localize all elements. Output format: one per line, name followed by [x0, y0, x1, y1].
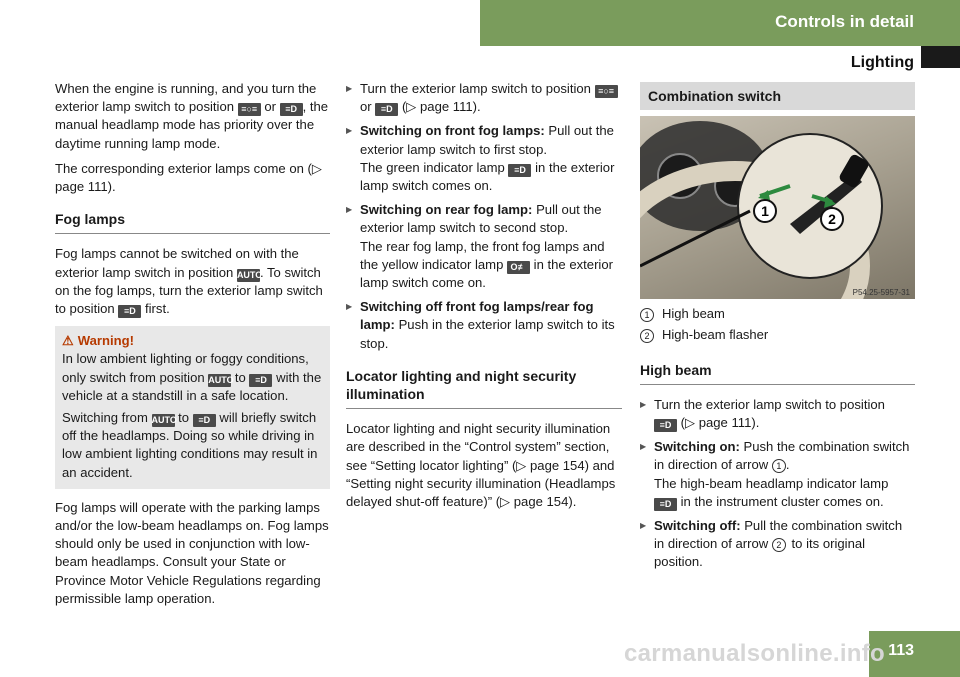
combination-switch-heading: Combination switch	[640, 82, 915, 110]
section-title: Controls in detail	[775, 12, 914, 31]
high-beam-heading: High beam	[640, 361, 915, 385]
fog-lamps-heading: Fog lamps	[55, 210, 330, 234]
warning-title: ⚠ Warning!	[62, 333, 134, 349]
fog-operation-paragraph: Fog lamps will operate with the parking lamps and/or the low-beam headlamps on. Fog lamps should only be used in conjunction with low-beam headlamps. Consult your State or Province Motor Vehicle Regulations regarding permissible lamp operation.	[55, 499, 329, 606]
page-number: 113	[888, 642, 914, 659]
intro-paragraph: When the engine is running, and you turn the exterior lamp switch to position ≡○≡ or ≡D , the manual headlamp mode has priority over the daytime running lamp mode.	[55, 81, 329, 151]
low-beam-icon: ≡D	[193, 414, 216, 427]
parking-lamp-icon: ≡○≡	[595, 85, 618, 98]
instruction-step: ▶ Switching off front fog lamps/rear fog lamp: Push in the exterior lamp switch to its stop.	[346, 298, 622, 353]
header-tab	[921, 46, 960, 68]
low-beam-icon: ≡D	[118, 305, 141, 318]
locator-heading: Locator lighting and night security illumination	[346, 367, 622, 409]
caption-1: 1 High beam	[640, 305, 915, 323]
auto-icon: AUTO	[236, 269, 263, 280]
column-middle	[346, 80, 622, 518]
warning-box	[55, 326, 330, 489]
instruction-step: ▶ Turn the exterior lamp switch to position ≡D (▷ page 111).	[640, 396, 915, 432]
watermark: carmanualsonline.info	[624, 640, 886, 667]
front-fog-icon: ≡D	[508, 164, 531, 177]
instruction-step: ▶ Switching off: Pull the combination switch in direction of arrow 2 to its original position.	[640, 517, 915, 572]
combination-switch-photo	[640, 116, 915, 299]
photo-code: P54.25-5957-31	[852, 288, 910, 298]
callout-1: 1	[761, 203, 769, 220]
fog-paragraph: Fog lamps cannot be switched on with the exterior lamp switch in position AUTO. To switch on the fog lamps, turn the exterior lamp switch to position ≡D first.	[55, 246, 323, 317]
callout-number-2: 2	[640, 329, 654, 343]
instruction-step: ▶ Switching on front fog lamps: Pull out the exterior lamp switch to first stop. The green indicator lamp ≡D in the exterior lamp switch comes on.	[346, 122, 622, 195]
high-beam-icon: ≡D	[654, 498, 677, 511]
instruction-step: ▶ Switching on rear fog lamp: Pull out the exterior lamp switch to second stop. The rear fog lamp, the front fog lamps and the yellow indicator lamp O≢ in the exterior lamp switch come on.	[346, 201, 622, 292]
locator-paragraph: Locator lighting and night security illumination are described in the “Control system” section, see “Setting locator lighting” (▷ page 154) and “Setting night security illumination (Headlamps delayed shut-off feature)” (▷ page 154).	[346, 421, 616, 510]
callout-2: 2	[828, 211, 836, 228]
column-right	[640, 82, 915, 578]
warning-text-2: Switching from AUTO to ≡D will briefly switch off the headlamps. Doing so while driving in low ambient lighting conditions may result in an accident.	[62, 410, 318, 480]
warning-icon: ⚠	[62, 333, 74, 349]
low-beam-icon: ≡D	[280, 103, 303, 116]
callout-number-2: 2	[772, 538, 786, 552]
instruction-step: ▶ Switching on: Push the combination switch in direction of arrow 1 . The high-beam headlamp indicator lamp ≡D in the instrument cluster comes on.	[640, 438, 915, 511]
parking-lamp-icon: ≡○≡	[238, 103, 261, 116]
subsection-title: Lighting	[850, 54, 914, 71]
warning-text-1: In low ambient lighting or foggy conditions, only switch from position AUTO to ≡D with the vehicle at a standstill in a safe location.	[62, 351, 322, 403]
low-beam-icon: ≡D	[375, 103, 398, 116]
caption-2: 2 High-beam flasher	[640, 326, 915, 344]
column-left	[55, 80, 330, 615]
callout-number-1: 1	[772, 459, 786, 473]
steering-wheel-illustration	[640, 116, 915, 299]
low-beam-icon: ≡D	[249, 374, 272, 387]
low-beam-icon: ≡D	[654, 419, 677, 432]
rear-fog-icon: O≢	[507, 261, 530, 274]
instruction-step: ▶ Turn the exterior lamp switch to position ≡○≡ or ≡D (▷ page 111).	[346, 80, 622, 116]
callout-number-1: 1	[640, 308, 654, 322]
intro-paragraph-2: The corresponding exterior lamps come on (▷ page 111).	[55, 160, 322, 195]
auto-icon: AUTO	[208, 374, 234, 385]
auto-icon: AUTO	[151, 415, 177, 426]
